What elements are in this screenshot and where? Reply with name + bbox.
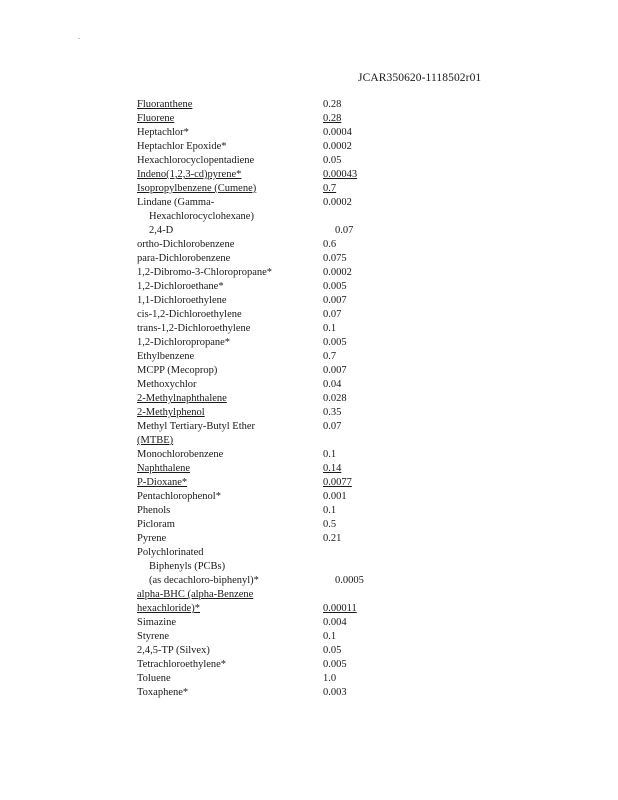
contaminant-name: Fluoranthene xyxy=(137,99,193,110)
contaminant-value: 0.0004 xyxy=(323,127,352,138)
contaminant-name: Tetrachloroethylene* xyxy=(137,659,227,670)
table-row xyxy=(137,686,497,700)
contaminant-name: Methoxychlor xyxy=(137,379,197,390)
contaminant-name: P-Dioxane* xyxy=(137,477,188,488)
table-row xyxy=(137,616,497,630)
contaminant-name: Toxaphene* xyxy=(137,687,189,698)
contaminant-value: 0.07 xyxy=(323,421,342,432)
contaminant-name: Polychlorinated xyxy=(137,547,204,558)
table-row xyxy=(137,112,497,126)
contaminant-value: 0.07 xyxy=(335,225,354,236)
contaminant-name: Styrene xyxy=(137,631,170,642)
table-row xyxy=(137,322,497,336)
contaminant-name: Pentachlorophenol* xyxy=(137,491,221,502)
contaminant-value: 0.35 xyxy=(323,407,342,418)
contaminant-value: 0.00011 xyxy=(323,603,357,614)
contaminant-value: 0.1 xyxy=(323,449,337,460)
table-row xyxy=(137,350,497,364)
contaminant-value: 0.007 xyxy=(323,295,347,306)
table-row xyxy=(137,602,497,616)
contaminant-value: 0.04 xyxy=(323,379,342,390)
contaminant-value: 0.28 xyxy=(323,99,342,110)
contaminant-value: 0.7 xyxy=(323,351,337,362)
contaminant-value: 0.003 xyxy=(323,687,347,698)
contaminant-name: 2,4,5-TP (Silvex) xyxy=(137,645,210,656)
contaminant-value: 0.028 xyxy=(323,393,347,404)
table-row xyxy=(137,98,497,112)
table-row xyxy=(137,266,497,280)
contaminant-value: 0.00043 xyxy=(323,169,358,180)
table-row xyxy=(137,644,497,658)
contaminant-name: para-Dichlorobenzene xyxy=(137,253,231,264)
contaminant-table xyxy=(137,98,497,700)
table-row xyxy=(137,672,497,686)
contaminant-name: Fluorene xyxy=(137,113,175,124)
table-row xyxy=(137,280,497,294)
contaminant-name: Picloram xyxy=(137,519,175,530)
table-row xyxy=(137,196,497,210)
table-row xyxy=(137,182,497,196)
contaminant-value: 1.0 xyxy=(323,673,337,684)
contaminant-value: 0.7 xyxy=(323,183,337,194)
table-row xyxy=(137,392,497,406)
contaminant-name: trans-1,2-Dichloroethylene xyxy=(137,323,251,334)
contaminant-value: 0.007 xyxy=(323,365,347,376)
contaminant-name: alpha-BHC (alpha-Benzene xyxy=(137,589,254,600)
table-row xyxy=(137,154,497,168)
contaminant-name: 1,1-Dichloroethylene xyxy=(137,295,227,306)
contaminant-name: Naphthalene xyxy=(137,463,191,474)
contaminant-name: 2-Methylphenol xyxy=(137,407,205,418)
table-row xyxy=(137,336,497,350)
contaminant-name: Heptachlor Epoxide* xyxy=(137,141,227,152)
contaminant-value: 0.005 xyxy=(323,281,347,292)
table-row xyxy=(137,364,497,378)
contaminant-value: 0.21 xyxy=(323,533,342,544)
contaminant-value: 0.1 xyxy=(323,505,337,516)
table-row xyxy=(137,252,497,266)
contaminant-value: 0.004 xyxy=(323,617,347,628)
scan-mark: . xyxy=(78,32,80,41)
contaminant-value: 0.1 xyxy=(323,323,337,334)
contaminant-name: Isopropylbenzene (Cumene) xyxy=(137,183,257,194)
contaminant-value: 0.07 xyxy=(323,309,342,320)
contaminant-name: (MTBE) xyxy=(137,435,174,446)
table-row xyxy=(137,546,497,560)
table-row xyxy=(137,238,497,252)
contaminant-name: 1,2-Dichloroethane* xyxy=(137,281,224,292)
contaminant-value: 0.0002 xyxy=(323,141,352,152)
table-row xyxy=(137,126,497,140)
contaminant-value: 0.075 xyxy=(323,253,347,264)
table-row xyxy=(137,490,497,504)
contaminant-value: 0.5 xyxy=(323,519,337,530)
table-row xyxy=(137,462,497,476)
contaminant-name: Phenols xyxy=(137,505,171,516)
table-row xyxy=(137,210,497,224)
table-row xyxy=(137,140,497,154)
contaminant-value: 0.0077 xyxy=(323,477,352,488)
contaminant-value: 0.0005 xyxy=(335,575,364,586)
table-row xyxy=(137,448,497,462)
contaminant-name: Monochlorobenzene xyxy=(137,449,224,460)
contaminant-name: Hexachlorocyclohexane) xyxy=(149,211,254,222)
contaminant-name: Hexachlorocyclopentadiene xyxy=(137,155,255,166)
table-row xyxy=(137,434,497,448)
contaminant-value: 0.6 xyxy=(323,239,337,250)
table-row xyxy=(137,168,497,182)
contaminant-name: cis-1,2-Dichloroethylene xyxy=(137,309,242,320)
table-row xyxy=(137,476,497,490)
contaminant-name: Simazine xyxy=(137,617,177,628)
table-row xyxy=(137,658,497,672)
contaminant-value: 0.0002 xyxy=(323,267,352,278)
contaminant-name: 1,2-Dibromo-3-Chloropropane* xyxy=(137,267,273,278)
document-id: JCAR350620-1118502r01 xyxy=(358,72,482,84)
table-row xyxy=(137,518,497,532)
contaminant-value: 0.05 xyxy=(323,645,342,656)
contaminant-name: Biphenyls (PCBs) xyxy=(149,561,226,572)
contaminant-name: 2-Methylnaphthalene xyxy=(137,393,227,404)
contaminant-name: ortho-Dichlorobenzene xyxy=(137,239,235,250)
contaminant-name: 2,4-D xyxy=(149,225,174,236)
contaminant-name: Lindane (Gamma- xyxy=(137,197,215,208)
contaminant-name: MCPP (Mecoprop) xyxy=(137,365,218,376)
table-row xyxy=(137,224,497,238)
contaminant-name: Pyrene xyxy=(137,533,167,544)
contaminant-name: Indeno(1,2,3-cd)pyrene* xyxy=(137,169,242,180)
contaminant-value: 0.1 xyxy=(323,631,337,642)
table-row xyxy=(137,294,497,308)
contaminant-value: 0.28 xyxy=(323,113,342,124)
contaminant-value: 0.001 xyxy=(323,491,347,502)
table-row xyxy=(137,630,497,644)
contaminant-name: hexachloride)* xyxy=(137,603,200,614)
contaminant-value: 0.005 xyxy=(323,659,347,670)
table-row xyxy=(137,574,497,588)
table-row xyxy=(137,406,497,420)
table-row xyxy=(137,308,497,322)
table-row xyxy=(137,420,497,434)
table-row xyxy=(137,532,497,546)
contaminant-name: Ethylbenzene xyxy=(137,351,195,362)
table-row xyxy=(137,378,497,392)
table-row xyxy=(137,504,497,518)
contaminant-name: (as decachloro-biphenyl)* xyxy=(149,575,259,586)
contaminant-value: 0.005 xyxy=(323,337,347,348)
contaminant-name: Methyl Tertiary-Butyl Ether xyxy=(137,421,256,432)
contaminant-name: 1,2-Dichloropropane* xyxy=(137,337,231,348)
contaminant-name: Toluene xyxy=(137,673,171,684)
contaminant-value: 0.05 xyxy=(323,155,342,166)
contaminant-value: 0.0002 xyxy=(323,197,352,208)
table-row xyxy=(137,588,497,602)
contaminant-name: Heptachlor* xyxy=(137,127,189,138)
table-row xyxy=(137,560,497,574)
contaminant-value: 0.14 xyxy=(323,463,342,474)
